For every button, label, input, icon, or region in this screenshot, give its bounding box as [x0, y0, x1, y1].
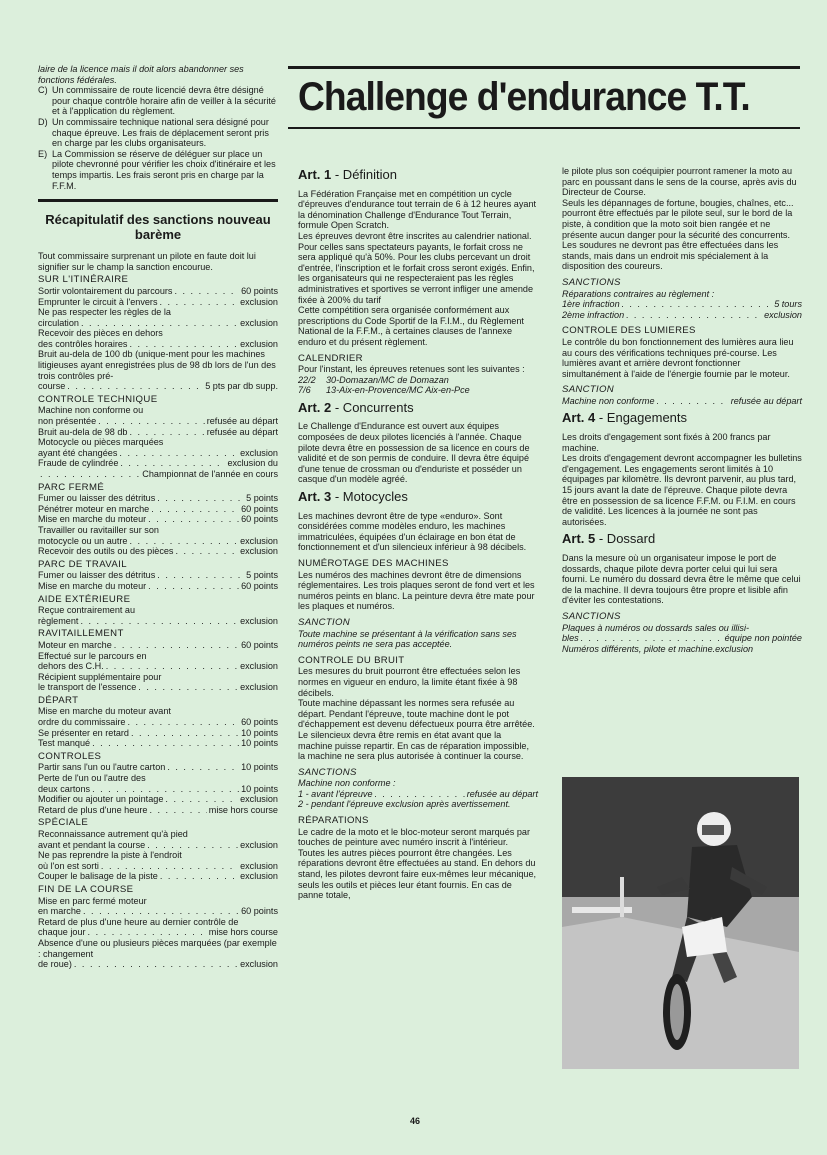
sanctions-line: 2 - pendant l'épreuve exclusion après avertissement.: [298, 799, 511, 810]
leader-dots: [174, 286, 239, 297]
sanction-row: [38, 504, 278, 515]
sanction-label: motocycle ou un autre: [38, 535, 128, 546]
sanction-description: Reçue contrairement au: [38, 605, 136, 616]
sanction-row: [38, 427, 278, 438]
sanction-label: 1ère infraction: [562, 299, 620, 310]
sanction-value: 10 points: [241, 783, 278, 794]
sanction-label: Emprunter le circuit à l'envers: [38, 296, 158, 307]
leader-dots: [147, 840, 238, 851]
sanction-value: exclusion: [764, 309, 802, 320]
art1-number: Art. 1: [298, 167, 332, 182]
calendar-date: 22/2: [298, 374, 316, 385]
numbering-heading: NUMÉROTAGE DES MACHINES: [298, 558, 449, 569]
sanction-value: 60 points: [241, 906, 278, 917]
sanction-row: [38, 514, 278, 525]
leader-dots: [119, 448, 238, 459]
sanction-value: 60 points: [241, 514, 278, 525]
calendar-item: [298, 385, 538, 396]
art5-paragraph: Dans la mesure où un organisateur impose le port de dossards, chaque pilote devra porter celui qui lui sera fourni. Le numéro du dossard devra être le même que celui de la machine. Il devra toujours être propre et lisible afin d'éviter les contestations.: [562, 553, 801, 606]
sanction-label: où l'on est sorti: [38, 860, 99, 871]
sanction-row: [38, 381, 278, 392]
sanction-row: [38, 794, 278, 805]
sanctions-row: [562, 633, 802, 644]
sanctions-table: [38, 275, 278, 969]
category-heading: SPÉCIALE: [38, 817, 89, 829]
sanction-value: 10 points: [241, 762, 278, 773]
sanction-description: Travailler ou ravitailler sur son: [38, 524, 159, 535]
leader-dots: [151, 504, 239, 515]
sanction-row: [38, 805, 278, 816]
item-text: Un commissaire technique national sera désigné pour chaque épreuve. Les frais de déplacement seront pris en charge par les clubs organisateurs.: [52, 116, 269, 149]
list-item: [38, 149, 278, 191]
calendar-item: [298, 375, 538, 386]
sanction-value: exclusion: [240, 794, 278, 805]
sanction-row: [38, 546, 278, 557]
sanction-row: [38, 906, 278, 917]
leader-dots: [148, 514, 239, 525]
leader-dots: [129, 339, 238, 350]
leader-dots: [74, 959, 238, 970]
sanction-value: 10 points: [241, 738, 278, 749]
noise-heading: CONTROLE DU BRUIT: [298, 654, 405, 666]
leader-dots: [114, 640, 239, 651]
art4-paragraph: Les droits d'engagement devront accompagner les bulletins d'engagement. Les engagements seront limités à 10 équipages par kilomètre. Ils devront parvenir, au plus tard, 15 jours avant la date de l'épreuve. Chaque pilote devra être en possession de sa licence F.F.M. ou F.I.M. en cours de validité. Les licences à la journée ne sont pas autorisées.: [562, 453, 802, 527]
leader-dots: [148, 581, 239, 592]
repairs-paragraph: Le cadre de la moto et le bloc-moteur seront marqués par touches de peinture avec numéro inscrit à l'intérieur.: [298, 826, 531, 848]
sanction-value: exclusion: [240, 839, 278, 850]
sanction-value: 5 points: [246, 493, 278, 504]
leader-dots: [129, 536, 238, 547]
sanction-description: Reconnaissance autrement qu'à pied: [38, 829, 188, 839]
art2-heading: [298, 399, 538, 415]
sanction-heading: SANCTION: [562, 384, 614, 396]
art1-paragraph: Cette compétition sera organisée conformément aux prescriptions du Code Sportif de la F.I.M., du Règlement National de la F.F.M., à certaines clauses de l'annexe enduro et du présent règlement.: [298, 305, 524, 347]
sanction-row: [38, 728, 278, 739]
art4-number: Art. 4: [562, 410, 596, 426]
sanction-value: 60 points: [241, 717, 278, 728]
right-column: [562, 166, 802, 654]
sanction-row: [562, 310, 802, 321]
sanction-description: Effectué sur le parcours en: [38, 650, 147, 661]
leader-dots: [80, 616, 238, 627]
leader-dots: [157, 493, 244, 504]
sanction-value: refusée au départ: [466, 788, 538, 799]
sanction-value: 10 points: [241, 727, 278, 738]
sanction-row: [38, 581, 278, 592]
art2-title: - Concurrents: [334, 399, 414, 415]
sanction-label: chaque jour: [38, 927, 86, 938]
leader-dots: [92, 738, 239, 749]
rider-photo-illustration: [562, 777, 799, 1069]
sanction-label: de roue): [38, 959, 72, 970]
art3-title: - Motocycles: [334, 489, 408, 505]
sanction-label: Partir sans l'un ou l'autre carton: [38, 762, 166, 773]
calendar-place: 30-Domazan/MC de Domazan: [326, 374, 449, 385]
sanction-row: [38, 784, 278, 795]
leader-dots: [626, 310, 762, 321]
item-label: D): [38, 116, 48, 127]
sanction-heading: SANCTION: [298, 616, 350, 628]
sanctions-rows: [562, 299, 802, 320]
sanction-value: exclusion: [240, 871, 278, 882]
middle-column: [298, 166, 538, 901]
sanction-value: mise hors course: [208, 927, 278, 938]
sanction-text: Toute machine se présentant à la vérification sans ses numéros peints ne sera pas acceptée.: [298, 628, 517, 650]
sanction-row: [38, 682, 278, 693]
sanction-label: ayant été changées: [38, 447, 118, 458]
repairs-continued: Seuls les dépannages de fortune, bougies, chaînes, etc... pourront être effectués par le pilote seul, sur le bord de la piste, à condition que la moto soit bien rangée et ne présente aucun danger pour la sécurité des concurrents.: [562, 197, 794, 240]
category-heading: FIN DE LA COURSE: [38, 883, 134, 895]
sanctions-intro: Tout commissaire surprenant un pilote en faute doit lui signifier sur le champ la sanction encourue.: [38, 251, 256, 272]
sanction-value: exclusion: [240, 661, 278, 672]
sanction-value: exclusion: [240, 296, 278, 307]
sanction-description: Motocycle ou pièces marquées: [38, 437, 164, 448]
sanction-label: Couper le balisage de la piste: [38, 871, 158, 882]
leader-dots: [101, 861, 238, 872]
sanction-value: exclusion: [240, 535, 278, 546]
sanctions-heading: Récapitulatif des sanctions nouveau barème: [45, 212, 271, 243]
repairs-continued: le pilote plus son coéquipier pourront ramener la moto au parc en poussant dans le sens de la course, après avis du Directeur de Course.: [562, 166, 797, 198]
leader-dots: [106, 661, 238, 672]
art2-number: Art. 2: [298, 399, 332, 415]
sanction-row: [38, 286, 278, 297]
sanction-label: course: [38, 381, 66, 392]
sanction-label: Fumer ou laisser des détritus: [38, 493, 156, 504]
leader-dots: [127, 717, 239, 728]
sanctions-heading: SANCTIONS: [298, 766, 357, 778]
sanction-value: refusée au départ: [206, 426, 278, 437]
leader-dots: [149, 805, 206, 816]
leader-dots: [92, 784, 239, 795]
header-rule-top: [288, 66, 800, 69]
sanction-value: exclusion: [240, 546, 278, 557]
sanction-value: refusée au départ: [730, 395, 802, 406]
art3-heading: [298, 489, 538, 505]
lights-paragraph: Le contrôle du bon fonctionnement des lumières aura lieu au cours des vérifications techniques pré-course. Les lumières avant et arrière devront fonctionner simultanément à l'aide de l'énergie fournie par le moteur.: [562, 336, 794, 379]
sanction-value: refusée au départ: [206, 416, 278, 427]
sanction-label: circulation: [38, 317, 79, 328]
sanction-description: Absence d'une ou plusieurs pièces marquées (par exemple : changement: [38, 937, 277, 959]
sanction-label: règlement: [38, 615, 79, 626]
sanction-label: Fumer ou laisser des détritus: [38, 570, 156, 581]
list-item: [38, 85, 278, 117]
numbering-paragraph: Les numéros des machines devront être de dimensions réglementaires. Les trois plaques seront de fond vert et les numéros peints en blanc. La peinture devra être mate pour les plaques et numéros.: [298, 569, 535, 612]
repairs-continued: Les soudures ne devront pas être effectuées dans les stands, mais dans un endroit mis spécialement à la disposition des coureurs.: [562, 240, 779, 272]
sanction-row: [38, 339, 278, 350]
item-label: E): [38, 148, 48, 159]
calendar-date: 7/6: [298, 385, 311, 396]
category-heading: SUR L'ITINÉRAIRE: [38, 274, 129, 286]
sanctions-line: Plaques à numéros ou dossards sales ou illisi-: [562, 622, 750, 633]
sanction-label: Mise en marche du moteur: [38, 514, 147, 525]
leader-dots: [83, 906, 239, 917]
sanction-label: deux cartons: [38, 783, 91, 794]
leader-dots: [120, 458, 225, 469]
sanction-label: ordre du commissaire: [38, 717, 126, 728]
sanction-label: des contrôles horaires: [38, 338, 128, 349]
sanction-value: exclusion: [240, 317, 278, 328]
item-label: C): [38, 85, 48, 96]
sanction-label: le transport de l'essence: [38, 682, 137, 693]
sanctions-line: Machine non conforme :: [298, 778, 396, 789]
art4-heading: [562, 410, 802, 426]
art1-paragraph: La Fédération Française met en compétition un cycle d'épreuves d'endurance tout terrain de 6 à 12 heures ayant la dénomination Challenge d'Endurance Tout Terrain, formule Open Scratch.: [298, 188, 537, 231]
sanction-label: 2ème infraction: [562, 309, 625, 320]
sanction-label: 1 - avant l'épreuve: [298, 788, 373, 799]
sanction-description: Recevoir des pièces en dehors: [38, 328, 163, 339]
sanction-value: 5 pts par db supp.: [205, 381, 278, 392]
sanction-description: Retard de plus d'une heure au dernier contrôle de: [38, 916, 239, 927]
sanction-label: bles: [562, 633, 579, 644]
intro-text: laire de la licence mais il doit alors abandonner ses fonctions fédérales.: [38, 64, 244, 85]
sanction-value: 60 points: [241, 639, 278, 650]
sanction-label: non présentée: [38, 416, 97, 427]
leader-dots: [167, 762, 239, 773]
sanction-row: [38, 717, 278, 728]
repairs-paragraph: Toutes les autres pièces pourront être changées. Les réparations devront être effectuées au stand. En dehors du stand, les pilotes devront faire eux-mêmes leur mécanique, seuls les outils et pièces leur étant fournis. En cas de panne totale,: [298, 847, 537, 901]
sanctions-row: [298, 789, 538, 800]
leader-dots: [81, 318, 238, 329]
art1-title: - Définition: [334, 167, 397, 182]
leader-dots: [40, 469, 140, 480]
sanction-value: 5 points: [246, 570, 278, 581]
sanction-description: Mise en parc fermé moteur: [38, 895, 147, 906]
calendar-intro: Pour l'instant, les épreuves retenues sont les suivantes :: [298, 364, 525, 375]
repairs-heading: RÉPARATIONS: [298, 815, 369, 827]
sanctions-line: Réparations contraires au règlement :: [562, 288, 715, 299]
art2-paragraph: Le Challenge d'Endurance est ouvert aux équipes composées de deux pilotes licenciés à l'année. Chaque pilote devra être en possession de sa licence en cours de validité et de son permis de conduire. Il devra être équipé d'une tenue de crossman ou d'enduriste et posséder un casque d'un modèle agréé.: [298, 421, 530, 485]
leader-dots: [67, 381, 203, 392]
leader-dots: [175, 546, 238, 557]
item-text: La Commission se réserve de déléguer sur place un pilote chevronné pour vérifier les choix d'itinéraire et les temps impartis. Les frais seront pris en charge par la F.F.M.: [52, 148, 276, 191]
sanction-row: [38, 861, 278, 872]
sanction-value: 60 points: [241, 580, 278, 591]
art5-heading: [562, 531, 802, 547]
sanctions-heading: SANCTIONS: [562, 276, 621, 288]
art5-number: Art. 5: [562, 531, 596, 547]
sanction-row: [38, 536, 278, 547]
sanction-description: Ne pas respecter les règles de la: [38, 307, 171, 318]
sanction-row: [38, 616, 278, 627]
sanction-label: Machine non conforme: [562, 395, 655, 406]
sanction-description: Bruit au-dela de 100 db (unique-ment pour les machines litigieuses ayant enregistrées plus de 98 db lors de l'un des trois contrôles pré-: [38, 349, 276, 381]
art5-title: - Dossard: [598, 531, 656, 547]
sanction-row: [38, 840, 278, 851]
leader-dots: [157, 570, 244, 581]
leader-dots: [581, 633, 723, 644]
noise-paragraph: Les mesures du bruit pourront être effectuées selon les normes en vigueur en enduro, la limite étant fixée à 98 décibels.: [298, 666, 521, 698]
section-divider: [38, 199, 278, 202]
leader-dots: [375, 789, 465, 800]
header-rule-bottom: [288, 127, 800, 129]
sanction-label: Test manqué: [38, 738, 91, 749]
sanction-description: Perte de l'un ou l'autre des: [38, 773, 146, 784]
calendar-heading: CALENDRIER: [298, 352, 363, 364]
sanction-row: [38, 448, 278, 459]
motocross-photo: [562, 777, 799, 1069]
art4-title: - Engagements: [598, 410, 688, 426]
page-title: Challenge d'endurance T.T.: [298, 75, 750, 119]
sanctions-heading: SANCTIONS: [562, 610, 621, 622]
leader-dots: [98, 416, 205, 427]
art4-paragraph: Les droits d'engagement sont fixés à 200 francs par machine.: [562, 432, 771, 453]
category-heading: AIDE EXTÉRIEURE: [38, 593, 131, 605]
sanction-value: équipe non pointée: [724, 633, 802, 644]
sanction-value: Championnat de l'année en cours: [142, 469, 278, 479]
art1-heading: [298, 167, 538, 182]
leader-dots: [88, 927, 207, 938]
article-header: [288, 66, 800, 129]
sanction-label: dehors des C.H.: [38, 661, 104, 672]
sanction-label: Mise en marche du moteur: [38, 580, 147, 591]
sanction-value: mise hors course: [208, 804, 278, 815]
leader-dots: [165, 794, 238, 805]
sanction-label: Fraude de cylindrée: [38, 458, 119, 469]
sanction-value: 5 tours: [774, 299, 802, 310]
art3-paragraph: Les machines devront être de type «enduro». Sont considérées comme modèles enduro, les machines immatriculées, équipées d'un éclairage en bon état de fonctionnement et d'un silencieux inférieur à 98 décibels.: [298, 510, 527, 553]
sanction-value: 60 points: [241, 285, 278, 296]
sanction-row: [38, 640, 278, 651]
sanction-label: en marche: [38, 906, 81, 917]
left-column: [38, 64, 278, 970]
sanction-row: [38, 661, 278, 672]
sanction-description: Récipient supplémentaire pour: [38, 671, 162, 682]
sanction-value: exclusion: [240, 860, 278, 871]
leader-dots: [130, 427, 205, 438]
leader-dots: [657, 396, 729, 407]
sanctions-line: Numéros différents, pilote et machine.exclusion: [562, 643, 754, 654]
sanction-row: [562, 299, 802, 310]
calendar-list: [298, 375, 538, 396]
sanction-row: [38, 297, 278, 308]
sanction-label: Se présenter en retard: [38, 727, 129, 738]
list-item: [38, 117, 278, 149]
leader-dots: [622, 299, 773, 310]
sanction-row: [38, 738, 278, 749]
sanction-row: [38, 959, 278, 970]
sanction-description: Mise en marche du moteur avant: [38, 706, 171, 717]
sanction-value: 60 points: [241, 503, 278, 514]
leader-dots: [138, 682, 238, 693]
sanction-label: avant et pendant la course: [38, 839, 146, 850]
sanction-row: [38, 416, 278, 427]
category-heading: DÉPART: [38, 694, 79, 706]
page-number: 46: [410, 1116, 421, 1126]
leader-dots: [160, 297, 239, 308]
sanction-row: [38, 318, 278, 329]
sanction-row: [38, 871, 278, 882]
sanction-label: Moteur en marche: [38, 639, 112, 650]
category-heading: CONTROLES: [38, 750, 102, 762]
sanction-row: [38, 469, 278, 480]
leader-dots: [131, 728, 239, 739]
sanction-row: [38, 493, 278, 504]
sanction-value: exclusion: [240, 682, 278, 693]
sanction-row: [38, 762, 278, 773]
item-text: Un commissaire de route licencié devra être désigné pour chaque contrôle horaire afin de veiller à la sécurité et à l'application du règlement.: [52, 85, 276, 117]
sanction-value: exclusion: [240, 338, 278, 349]
sanction-value: exclusion: [240, 615, 278, 626]
sanction-value: exclusion: [240, 959, 278, 970]
calendar-place: 13-Aix-en-Provence/MC Aix-en-Pce: [326, 385, 470, 396]
sanction-description: Ne pas reprendre la piste à l'endroit: [38, 850, 182, 861]
noise-paragraph: Toute machine dépassant les normes sera refusée au départ. Pendant l'épreuve, toute machine dont le pot d'échappement est devenu défectueux pourra être arrêtée. Le silencieux devra être remis en état avant que la machine puisse repartir. En cas de réparation impossible, la machine ne sera plus autorisée à continuer la course.: [298, 698, 535, 762]
sanction-value: exclusion du: [227, 458, 278, 469]
sanction-row: [38, 927, 278, 938]
art1-paragraph: Les épreuves devront être inscrites au calendrier national. Pour celles sans spectateurs payants, le forfait cross ne sera appliqué qu'à 50%. Pour les clubs percevant un droit d'entrée, l'inscription et le forfait cross seront exigés. Enfin, les organisateurs qui ne respecteraient pas les règles administratives et sportives se verront infliger une amende fixée à 200% du tarif: [298, 230, 535, 305]
sanction-label: Recevoir des outils ou des pièces: [38, 546, 174, 557]
sanction-row: [562, 396, 802, 407]
art3-number: Art. 3: [298, 489, 332, 505]
sanction-description: Machine non conforme ou: [38, 405, 144, 416]
sanction-label: Modifier ou ajouter un pointage: [38, 794, 164, 805]
category-heading: CONTROLE TECHNIQUE: [38, 393, 158, 405]
sanction-row: [38, 570, 278, 581]
leader-dots: [160, 871, 238, 882]
sanction-label: Bruit au-dela de 98 db: [38, 426, 128, 437]
sanction-row: [38, 458, 278, 469]
sanction-label: Retard de plus d'une heure: [38, 804, 148, 815]
category-heading: RAVITAILLEMENT: [38, 628, 124, 640]
category-heading: PARC FERMÉ: [38, 481, 105, 493]
sanction-label: Sortir volontairement du parcours: [38, 285, 173, 296]
category-heading: PARC DE TRAVAIL: [38, 558, 127, 570]
lights-heading: CONTROLE DES LUMIERES: [562, 325, 696, 337]
sanction-label: Pénétrer moteur en marche: [38, 503, 150, 514]
sanction-value: exclusion: [240, 447, 278, 458]
delegate-list: [38, 85, 278, 191]
